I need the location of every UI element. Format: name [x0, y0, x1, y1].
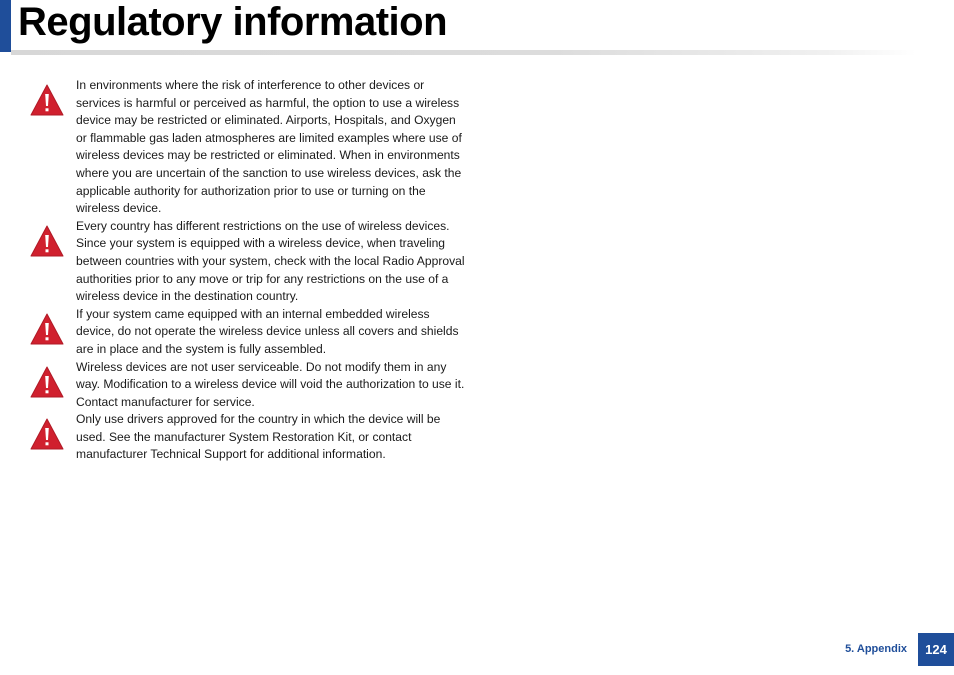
title-divider — [11, 50, 916, 55]
warning-text: In environments where the risk of interference to other devices or services is harmful or perceived as harmful, the option to use a wireless device may be restricted or eliminated. Airports, Hospitals, and Oxygen or flammable gas laden atmospheres are limited examples where use of wireless devices may be restricted or eliminated. When in environments where you are uncertain of the sanction to use wireless devices, ask the applicable authority for authorization prior to use or turning on the wireless device. — [76, 78, 462, 216]
title-accent-bar — [0, 0, 11, 52]
page-number-badge: 124 — [918, 633, 954, 666]
warning-item — [0, 359, 480, 412]
warning-list — [0, 77, 480, 464]
warning-triangle-icon — [30, 84, 64, 116]
warning-triangle-icon — [30, 225, 64, 257]
warning-item — [0, 306, 480, 359]
warning-triangle-icon — [30, 418, 64, 450]
warning-text: Wireless devices are not user serviceable. Do not modify them in any way. Modification to a wireless device will void the authorization to use it. Contact manufacturer for service. — [76, 359, 465, 409]
warning-triangle-icon — [30, 366, 64, 398]
page-title: Regulatory information — [18, 0, 448, 44]
warning-text: Every country has different restrictions on the use of wireless devices. Since your system is equipped with a wireless device, when traveling between countries with your system, check with the local Radio Approval authorities prior to any move or trip for any restrictions on the use of a wireless device in the destination country. — [76, 218, 465, 304]
warning-text: If your system came equipped with an internal embedded wireless device, do not operate the wireless device unless all covers and shields are in place and the system is fully assembled. — [76, 306, 459, 356]
warning-triangle-icon — [30, 313, 64, 345]
warning-item — [0, 77, 480, 218]
warning-text: Only use drivers approved for the country in which the device will be used. See the manufacturer System Restoration Kit, or contact manufacturer Technical Support for additional information. — [76, 412, 441, 462]
footer-section-label: 5. Appendix — [845, 643, 907, 655]
warning-item — [0, 218, 480, 306]
warning-item — [0, 411, 480, 464]
